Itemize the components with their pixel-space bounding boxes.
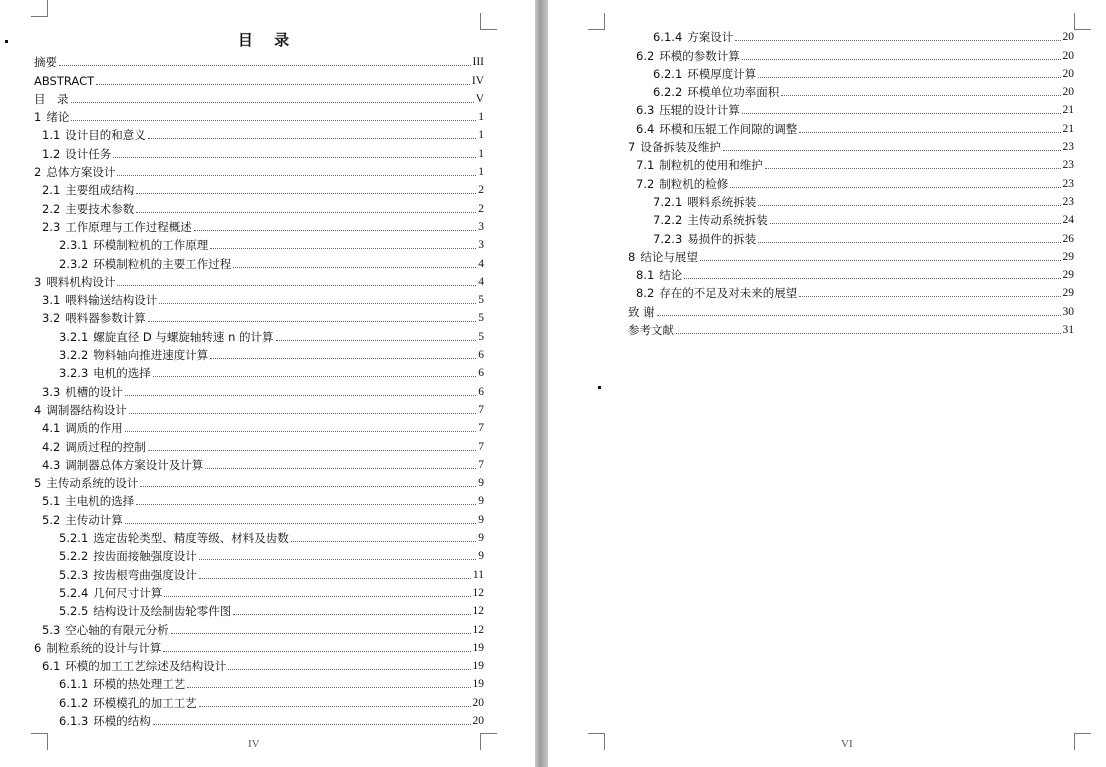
toc-entry[interactable] bbox=[628, 282, 1074, 300]
toc-dot-leader bbox=[291, 541, 476, 542]
toc-dot-leader bbox=[684, 278, 1060, 279]
toc-entry[interactable] bbox=[628, 136, 1074, 154]
crop-mark-top-right bbox=[1074, 13, 1091, 30]
toc-entry-title: 环模厚度计算 bbox=[687, 66, 757, 81]
toc-dot-leader bbox=[136, 212, 476, 213]
toc-entry[interactable] bbox=[34, 252, 484, 270]
toc-entry-page: 5 bbox=[478, 330, 484, 343]
toc-dot-leader bbox=[187, 687, 470, 688]
toc-entry-page: 1 bbox=[478, 111, 484, 124]
toc-entry-page: 12 bbox=[472, 605, 484, 618]
toc-entry-title: 环模的结构 bbox=[93, 713, 151, 728]
toc-dot-leader bbox=[148, 450, 476, 451]
toc-entry-number: 2 bbox=[34, 165, 42, 180]
toc-entry-page: 1 bbox=[478, 129, 484, 142]
toc-entry[interactable] bbox=[628, 319, 1074, 337]
toc-entry-page: 9 bbox=[478, 477, 484, 490]
toc-dot-leader bbox=[159, 303, 476, 304]
toc-dot-leader bbox=[781, 95, 1060, 96]
toc-dot-leader bbox=[148, 138, 476, 139]
toc-list-left bbox=[34, 51, 484, 728]
crop-mark-top-left bbox=[31, 0, 48, 17]
toc-dot-leader bbox=[742, 113, 1061, 114]
toc-entry[interactable] bbox=[628, 172, 1074, 190]
toc-dot-leader bbox=[125, 523, 476, 524]
toc-entry[interactable] bbox=[628, 191, 1074, 209]
toc-entry[interactable] bbox=[34, 344, 484, 362]
toc-entry-number: 1.2 bbox=[42, 146, 61, 161]
toc-entry-page: 1 bbox=[478, 166, 484, 179]
toc-dot-leader bbox=[194, 230, 476, 231]
toc-dot-leader bbox=[276, 340, 477, 341]
toc-dot-leader bbox=[205, 468, 476, 469]
toc-dot-leader bbox=[113, 157, 476, 158]
toc-entry-title: 机槽的设计 bbox=[65, 384, 123, 399]
toc-entry-page: 12 bbox=[472, 586, 484, 599]
toc-entry-title: ABSTRACT bbox=[34, 73, 95, 88]
toc-entry-number: 8 bbox=[628, 249, 636, 264]
toc-entry-page: 26 bbox=[1062, 232, 1074, 245]
toc-entry-title: 致 谢 bbox=[628, 304, 655, 319]
toc-dot-leader bbox=[735, 40, 1060, 41]
toc-entry-page: 20 bbox=[1062, 86, 1074, 99]
toc-entry-title: 调质的作用 bbox=[65, 421, 123, 436]
toc-entry-number: 3.3 bbox=[42, 384, 61, 399]
toc-dot-leader bbox=[742, 59, 1061, 60]
toc-entry-title: 按齿根弯曲强度设计 bbox=[93, 567, 197, 582]
toc-entry-page: 29 bbox=[1062, 250, 1074, 263]
toc-entry-number: 3.2.2 bbox=[59, 348, 89, 363]
toc-entry[interactable] bbox=[628, 154, 1074, 172]
toc-entry[interactable] bbox=[34, 582, 484, 600]
toc-entry-page: 7 bbox=[478, 422, 484, 435]
toc-entry-page: 5 bbox=[478, 312, 484, 325]
toc-entry-page: 6 bbox=[478, 349, 484, 362]
toc-entry-title: 结论与展望 bbox=[640, 249, 698, 264]
toc-entry-title: 目 录 bbox=[34, 91, 69, 106]
crop-mark-bottom-left bbox=[588, 733, 605, 750]
toc-entry-page: V bbox=[475, 92, 484, 105]
toc-entry-number: 5 bbox=[34, 476, 42, 491]
toc-entry[interactable] bbox=[34, 399, 484, 417]
toc-entry-page: 19 bbox=[472, 660, 484, 673]
toc-entry[interactable] bbox=[628, 227, 1074, 245]
toc-entry-title: 喂料器参数计算 bbox=[65, 311, 146, 326]
toc-entry-number: 3.2.3 bbox=[59, 366, 89, 381]
toc-entry-title: 调质过程的控制 bbox=[65, 439, 146, 454]
toc-entry-page: 3 bbox=[478, 220, 484, 233]
toc-entry-title: 几何尺寸计算 bbox=[93, 585, 163, 600]
toc-entry-page: 21 bbox=[1062, 104, 1074, 117]
page-gutter bbox=[535, 0, 548, 767]
toc-list-right bbox=[628, 26, 1074, 337]
toc-entry-page: 9 bbox=[478, 532, 484, 545]
toc-entry-number: 8.1 bbox=[636, 268, 655, 283]
toc-entry[interactable] bbox=[628, 44, 1074, 62]
toc-entry[interactable] bbox=[34, 216, 484, 234]
toc-entry[interactable] bbox=[34, 454, 484, 472]
toc-entry-number: 7.2.2 bbox=[653, 213, 683, 228]
toc-entry[interactable] bbox=[34, 88, 484, 106]
toc-entry-title: 参考文献 bbox=[628, 323, 674, 338]
toc-entry-page: 19 bbox=[472, 641, 484, 654]
toc-dot-leader bbox=[730, 187, 1060, 188]
toc-dot-leader bbox=[117, 285, 476, 286]
toc-entry-title: 总体方案设计 bbox=[46, 165, 116, 180]
toc-dot-leader bbox=[136, 193, 476, 194]
toc-entry-page: 30 bbox=[1062, 305, 1074, 318]
toc-entry[interactable] bbox=[628, 264, 1074, 282]
toc-entry-title: 制粒系统的设计与计算 bbox=[46, 640, 162, 655]
toc-dot-leader bbox=[723, 150, 1061, 151]
toc-entry-page: 2 bbox=[478, 202, 484, 215]
toc-entry-number: 3.2 bbox=[42, 311, 61, 326]
toc-entry[interactable] bbox=[34, 417, 484, 435]
toc-entry-page: 3 bbox=[478, 239, 484, 252]
toc-entry-number: 2.3.2 bbox=[59, 256, 89, 271]
toc-entry-number: 6 bbox=[34, 640, 42, 655]
toc-entry-title: 调制器结构设计 bbox=[46, 402, 127, 417]
toc-entry-title: 环模单位功率面积 bbox=[687, 85, 780, 100]
toc-entry-page: 4 bbox=[478, 275, 484, 288]
toc-entry[interactable] bbox=[628, 81, 1074, 99]
toc-dot-leader bbox=[125, 431, 476, 432]
toc-entry-number: 1.1 bbox=[42, 128, 61, 143]
toc-entry[interactable] bbox=[628, 209, 1074, 227]
toc-entry[interactable] bbox=[34, 380, 484, 398]
toc-entry-number: 6.1.3 bbox=[59, 713, 89, 728]
toc-dot-leader bbox=[153, 376, 476, 377]
toc-entry-number: 3 bbox=[34, 274, 42, 289]
toc-entry[interactable] bbox=[628, 117, 1074, 135]
toc-entry[interactable] bbox=[34, 142, 484, 160]
toc-entry-number: 5.2.5 bbox=[59, 604, 89, 619]
toc-entry[interactable] bbox=[34, 289, 484, 307]
toc-entry[interactable] bbox=[34, 618, 484, 636]
crop-mark-top-right bbox=[480, 13, 497, 30]
crop-mark-bottom-left bbox=[31, 733, 48, 750]
toc-entry[interactable] bbox=[34, 655, 484, 673]
toc-entry[interactable] bbox=[34, 637, 484, 655]
toc-entry-page: 29 bbox=[1062, 287, 1074, 300]
toc-entry-number: 5.2.3 bbox=[59, 567, 89, 582]
toc-entry-title: 主电机的选择 bbox=[65, 494, 135, 509]
toc-entry[interactable] bbox=[628, 63, 1074, 81]
toc-entry-page: 20 bbox=[472, 696, 484, 709]
toc-dot-leader bbox=[228, 669, 470, 670]
toc-entry-title: 喂料输送结构设计 bbox=[65, 293, 158, 308]
toc-dot-leader bbox=[129, 413, 476, 414]
toc-entry-page: 21 bbox=[1062, 122, 1074, 135]
toc-dot-leader bbox=[765, 168, 1061, 169]
toc-dot-leader bbox=[199, 559, 476, 560]
toc-entry-page: 7 bbox=[478, 440, 484, 453]
toc-entry[interactable] bbox=[34, 600, 484, 618]
toc-entry-title: 结论 bbox=[659, 268, 683, 283]
toc-entry-page: 12 bbox=[472, 623, 484, 636]
toc-dot-leader bbox=[210, 358, 476, 359]
toc-entry-page: 7 bbox=[478, 403, 484, 416]
toc-dot-leader bbox=[758, 205, 1060, 206]
toc-entry[interactable] bbox=[34, 106, 484, 124]
toc-entry-page: 9 bbox=[478, 513, 484, 526]
toc-entry-page: 20 bbox=[1062, 49, 1074, 62]
toc-dot-leader bbox=[199, 578, 471, 579]
toc-entry-number: 7.2.3 bbox=[653, 231, 683, 246]
toc-entry-title: 结构设计及绘制齿轮零件图 bbox=[93, 604, 232, 619]
crop-mark-bottom-right bbox=[1074, 733, 1091, 750]
toc-entry-title: 压辊的设计计算 bbox=[659, 103, 740, 118]
toc-entry-title: 主传动系统的设计 bbox=[46, 476, 139, 491]
toc-entry-number: 6.2.1 bbox=[653, 66, 683, 81]
toc-entry-number: 5.3 bbox=[42, 622, 61, 637]
toc-entry-page: 9 bbox=[478, 550, 484, 563]
toc-entry-title: 制粒机的检修 bbox=[659, 176, 729, 191]
toc-dot-leader bbox=[96, 84, 470, 85]
toc-entry-title: 喂料机构设计 bbox=[46, 274, 116, 289]
toc-entry[interactable] bbox=[34, 545, 484, 563]
toc-entry-number: 2.3.1 bbox=[59, 238, 89, 253]
toc-entry-number: 6.2.2 bbox=[653, 85, 683, 100]
toc-dot-leader bbox=[676, 333, 1061, 334]
toc-entry[interactable] bbox=[34, 271, 484, 289]
toc-entry-page: IV bbox=[471, 74, 484, 87]
toc-entry-number: 6.1.4 bbox=[653, 30, 683, 45]
toc-dot-leader bbox=[233, 614, 470, 615]
toc-entry[interactable] bbox=[34, 307, 484, 325]
toc-entry-title: 环模的热处理工艺 bbox=[93, 677, 186, 692]
toc-entry[interactable] bbox=[34, 161, 484, 179]
toc-dot-leader bbox=[799, 296, 1060, 297]
toc-entry-page: 4 bbox=[478, 257, 484, 270]
toc-entry-title: 易损件的拆装 bbox=[687, 231, 757, 246]
page-number-left: IV bbox=[248, 738, 260, 750]
toc-entry[interactable] bbox=[34, 673, 484, 691]
toc-entry-number: 3.1 bbox=[42, 293, 61, 308]
toc-dot-leader bbox=[799, 132, 1060, 133]
toc-entry-number: 5.1 bbox=[42, 494, 61, 509]
toc-entry-title: 按齿面接触强度设计 bbox=[93, 549, 197, 564]
toc-entry-title: 喂料系统拆装 bbox=[687, 194, 757, 209]
toc-entry-title: 环模和压辊工作间隙的调整 bbox=[659, 121, 798, 136]
crop-mark-top-left bbox=[588, 13, 605, 30]
toc-entry-number: 2.2 bbox=[42, 201, 61, 216]
toc-entry[interactable] bbox=[628, 99, 1074, 117]
toc-dot-leader bbox=[199, 706, 471, 707]
toc-entry[interactable] bbox=[34, 490, 484, 508]
toc-entry-title: 环模制粒机的主要工作过程 bbox=[93, 256, 232, 271]
toc-dot-leader bbox=[71, 102, 474, 103]
toc-entry-number: 7.1 bbox=[636, 158, 655, 173]
toc-entry[interactable] bbox=[34, 51, 484, 69]
toc-entry-title: 方案设计 bbox=[687, 30, 734, 45]
toc-entry-number: 7.2 bbox=[636, 176, 655, 191]
toc-entry-number: 5.2 bbox=[42, 512, 61, 527]
toc-entry[interactable] bbox=[34, 435, 484, 453]
toc-dot-leader bbox=[758, 77, 1060, 78]
toc-dot-leader bbox=[210, 248, 476, 249]
toc-entry-page: 23 bbox=[1062, 159, 1074, 172]
toc-entry-page: 20 bbox=[472, 714, 484, 727]
toc-entry-title: 环模模孔的加工工艺 bbox=[93, 695, 197, 710]
toc-entry-number: 8.2 bbox=[636, 286, 655, 301]
toc-dot-leader bbox=[117, 175, 476, 176]
toc-entry-number: 6.1.1 bbox=[59, 677, 89, 692]
toc-entry-page: 31 bbox=[1062, 324, 1074, 337]
document-page-right bbox=[548, 0, 1106, 767]
toc-entry-title: 设备拆装及维护 bbox=[640, 140, 721, 155]
toc-entry-title: 绪论 bbox=[46, 110, 70, 125]
toc-entry[interactable] bbox=[34, 691, 484, 709]
toc-entry[interactable] bbox=[628, 246, 1074, 264]
toc-entry-number: 5.2.1 bbox=[59, 531, 89, 546]
toc-entry-number: 6.4 bbox=[636, 121, 655, 136]
toc-entry[interactable] bbox=[34, 69, 484, 87]
toc-dot-leader bbox=[71, 120, 476, 121]
toc-entry-number: 2.3 bbox=[42, 219, 61, 234]
toc-entry-page: 9 bbox=[478, 495, 484, 508]
toc-entry-number: 5.2.4 bbox=[59, 585, 89, 600]
crop-mark-bottom-right bbox=[480, 733, 497, 750]
toc-entry-number: 4.3 bbox=[42, 457, 61, 472]
toc-dot-leader bbox=[770, 223, 1061, 224]
toc-entry[interactable] bbox=[34, 472, 484, 490]
toc-dot-leader bbox=[233, 267, 476, 268]
toc-dot-leader bbox=[136, 504, 476, 505]
document-page-left bbox=[0, 0, 535, 767]
toc-entry-page: 29 bbox=[1062, 269, 1074, 282]
toc-entry-title: 主要技术参数 bbox=[65, 201, 135, 216]
toc-entry-page: 23 bbox=[1062, 195, 1074, 208]
toc-entry-number: 6.1 bbox=[42, 659, 61, 674]
toc-entry-number: 7 bbox=[628, 140, 636, 155]
toc-entry-title: 空心轴的有限元分析 bbox=[65, 622, 169, 637]
toc-entry-title: 物料轴向推进速度计算 bbox=[93, 348, 209, 363]
toc-entry-page: 5 bbox=[478, 294, 484, 307]
toc-dot-leader bbox=[125, 395, 476, 396]
toc-entry-page: 7 bbox=[478, 458, 484, 471]
toc-entry-title: 选定齿轮类型、精度等级、材料及齿数 bbox=[93, 531, 289, 546]
toc-entry[interactable] bbox=[34, 325, 484, 343]
toc-entry-page: 19 bbox=[472, 678, 484, 691]
toc-entry-page: 24 bbox=[1062, 214, 1074, 227]
toc-entry[interactable] bbox=[34, 563, 484, 581]
toc-entry-title: 电机的选择 bbox=[93, 366, 151, 381]
toc-entry-number: 6.2 bbox=[636, 48, 655, 63]
toc-entry-page: 23 bbox=[1062, 177, 1074, 190]
toc-dot-leader bbox=[758, 242, 1060, 243]
toc-entry-page: 11 bbox=[472, 568, 484, 581]
toc-entry[interactable] bbox=[628, 300, 1074, 318]
toc-entry-page: 6 bbox=[478, 385, 484, 398]
toc-entry-number: 2.1 bbox=[42, 183, 61, 198]
toc-entry-page: 20 bbox=[1062, 67, 1074, 80]
toc-entry-title: 主传动计算 bbox=[65, 512, 123, 527]
toc-entry-number: 5.2.2 bbox=[59, 549, 89, 564]
toc-entry-title: 环模制粒机的工作原理 bbox=[93, 238, 209, 253]
toc-dot-leader bbox=[153, 724, 471, 725]
paragraph-mark bbox=[598, 386, 601, 389]
toc-entry-page: 20 bbox=[1062, 31, 1074, 44]
toc-entry[interactable] bbox=[34, 179, 484, 197]
toc-entry-title: 设计任务 bbox=[65, 146, 112, 161]
toc-entry-title: 摘要 bbox=[34, 55, 57, 70]
toc-entry[interactable] bbox=[628, 26, 1074, 44]
toc-entry-title: 环模的加工工艺综述及结构设计 bbox=[65, 659, 227, 674]
toc-dot-leader bbox=[148, 321, 476, 322]
toc-entry-title: 工作原理与工作过程概述 bbox=[65, 219, 192, 234]
toc-entry-title: 制粒机的使用和维护 bbox=[659, 158, 763, 173]
toc-entry-title: 螺旋直径 D 与螺旋轴转速 n 的计算 bbox=[93, 329, 274, 344]
toc-dot-leader bbox=[164, 596, 470, 597]
toc-entry-page: 1 bbox=[478, 147, 484, 160]
toc-entry-page: III bbox=[472, 56, 484, 69]
toc-title: 目 录 bbox=[237, 31, 298, 49]
toc-entry-page: 23 bbox=[1062, 141, 1074, 154]
toc-entry-number: 4.1 bbox=[42, 421, 61, 436]
toc-entry-title: 主传动系统拆装 bbox=[687, 213, 768, 228]
page-number-right: VI bbox=[841, 738, 853, 750]
toc-entry[interactable] bbox=[34, 234, 484, 252]
toc-entry-page: 2 bbox=[478, 184, 484, 197]
toc-entry[interactable] bbox=[34, 710, 484, 728]
toc-entry[interactable] bbox=[34, 362, 484, 380]
toc-entry-number: 6.3 bbox=[636, 103, 655, 118]
toc-dot-leader bbox=[163, 651, 470, 652]
toc-entry-number: 4 bbox=[34, 402, 42, 417]
toc-entry-number: 1 bbox=[34, 110, 42, 125]
toc-entry[interactable] bbox=[34, 197, 484, 215]
toc-entry[interactable] bbox=[34, 527, 484, 545]
toc-dot-leader bbox=[700, 260, 1061, 261]
toc-entry-title: 存在的不足及对未来的展望 bbox=[659, 286, 798, 301]
toc-entry[interactable] bbox=[34, 508, 484, 526]
toc-dot-leader bbox=[140, 486, 476, 487]
toc-entry-page: 6 bbox=[478, 367, 484, 380]
toc-entry-number: 3.2.1 bbox=[59, 329, 89, 344]
toc-entry-number: 7.2.1 bbox=[653, 194, 683, 209]
toc-entry[interactable] bbox=[34, 124, 484, 142]
toc-entry-number: 6.1.2 bbox=[59, 695, 89, 710]
toc-entry-number: 4.2 bbox=[42, 439, 61, 454]
toc-dot-leader bbox=[171, 633, 471, 634]
toc-entry-title: 环模的参数计算 bbox=[659, 48, 740, 63]
toc-entry-title: 主要组成结构 bbox=[65, 183, 135, 198]
toc-entry-title: 设计目的和意义 bbox=[65, 128, 146, 143]
toc-entry-title: 调制器总体方案设计及计算 bbox=[65, 457, 204, 472]
toc-dot-leader bbox=[59, 65, 471, 66]
toc-dot-leader bbox=[657, 315, 1061, 316]
